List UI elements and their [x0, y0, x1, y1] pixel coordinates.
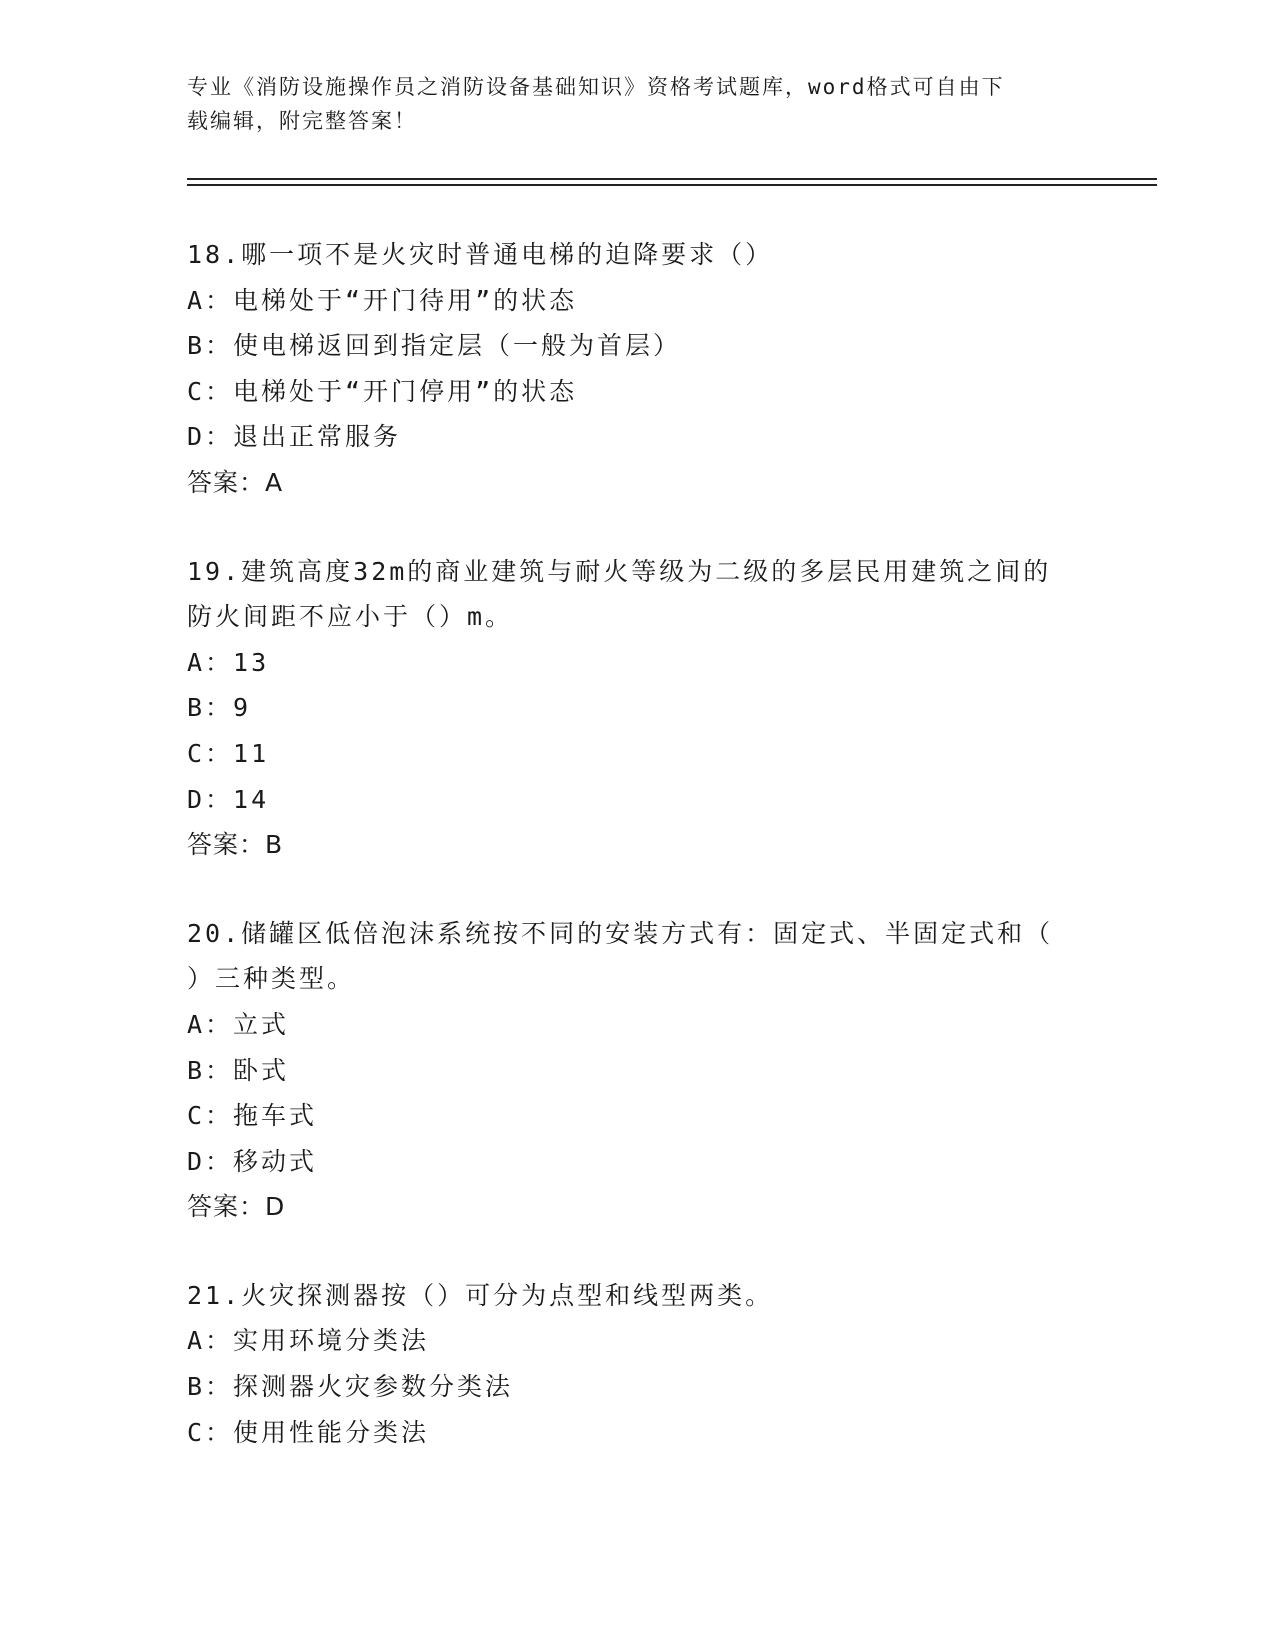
question-19 — [187, 549, 1087, 868]
option-b: B：使电梯返回到指定层（一般为首层） — [187, 331, 682, 361]
header-line-2: 载编辑，附完整答案！ — [187, 109, 417, 133]
question-stem-continued: 防火间距不应小于（）m。 — [187, 602, 514, 632]
option-d: D：退出正常服务 — [187, 422, 402, 452]
header-rule-bottom — [187, 184, 1157, 186]
question-20 — [187, 911, 1087, 1230]
answer-text: 答案：D — [187, 1192, 286, 1222]
option-c: C：电梯处于“开门停用”的状态 — [187, 376, 578, 406]
option-a: A：实用环境分类法 — [187, 1326, 430, 1356]
option-a: A：立式 — [187, 1009, 290, 1039]
option-c: C：11 — [187, 738, 270, 768]
option-b: B：9 — [187, 693, 252, 723]
question-stem: 21.火灾探测器按（）可分为点型和线型两类。 — [187, 1280, 774, 1310]
option-d: D：移动式 — [187, 1146, 318, 1176]
option-c: C：使用性能分类法 — [187, 1417, 430, 1447]
option-d: D：14 — [187, 784, 270, 814]
question-stem-continued: ）三种类型。 — [187, 964, 356, 994]
question-21 — [187, 1273, 1087, 1455]
option-b: B：卧式 — [187, 1055, 290, 1085]
option-a: A：电梯处于“开门待用”的状态 — [187, 285, 578, 315]
option-b: B：探测器火灾参数分类法 — [187, 1372, 514, 1402]
question-stem: 20.储罐区低倍泡沫系统按不同的安装方式有：固定式、半固定式和（ — [187, 918, 1054, 948]
answer-text: 答案：A — [187, 467, 284, 497]
option-a: A：13 — [187, 647, 270, 677]
header-rule-top — [187, 178, 1157, 180]
question-stem: 19.建筑高度32m的商业建筑与耐火等级为二级的多层民用建筑之间的 — [187, 556, 1052, 586]
question-list — [187, 232, 1087, 1498]
header-line-1: 专业《消防设施操作员之消防设备基础知识》资格考试题库，word格式可自由下 — [187, 75, 1005, 99]
question-18 — [187, 232, 1087, 506]
document-header — [187, 70, 1087, 138]
question-stem: 18.哪一项不是火灾时普通电梯的迫降要求（） — [187, 240, 774, 269]
answer-text: 答案：B — [187, 830, 284, 860]
option-c: C：拖车式 — [187, 1101, 318, 1131]
